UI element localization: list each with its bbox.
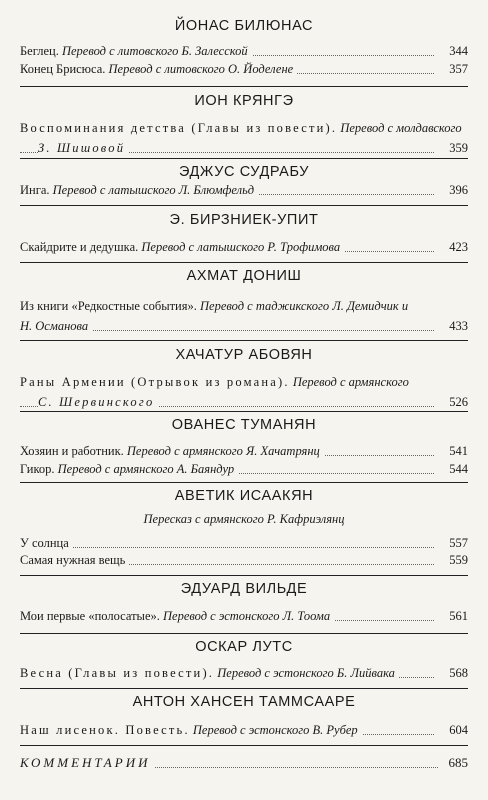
section-divider <box>20 411 468 412</box>
entry-title: Инга. <box>20 183 50 197</box>
toc-entry <box>20 182 468 198</box>
page-number: 561 <box>445 608 468 624</box>
entry-translation: Перевод с таджикского Л. Демидчик и <box>200 299 409 313</box>
section-divider <box>20 262 468 263</box>
author-heading: Э. БИРЗНИЕК-УПИТ <box>169 212 319 228</box>
toc-entry <box>20 239 468 255</box>
entry-translator-cont: Н. Османова <box>20 319 92 333</box>
entry-title: У солнца <box>20 536 69 550</box>
section-divider <box>20 688 468 689</box>
page-number: 544 <box>445 461 468 477</box>
entry-translation: Перевод с эстонского Л. Тоома <box>163 609 331 623</box>
toc-entry <box>20 120 468 156</box>
section-divider <box>20 633 468 634</box>
page-number: 433 <box>445 318 468 334</box>
page-number: 559 <box>445 552 468 568</box>
section-divider <box>20 205 468 206</box>
toc-entry <box>20 722 468 738</box>
entry-translation: Перевод с эстонского В. Рубер <box>192 723 358 737</box>
entry-title: Хозяин и работник. <box>20 444 124 458</box>
page-number: 396 <box>445 182 468 198</box>
entry-translator-cont: З. Шишовой <box>38 141 129 155</box>
entry-translation: Перевод с армянского <box>292 375 409 389</box>
entry-title: Конец Брисюса. <box>20 62 106 76</box>
section-divider <box>20 745 468 746</box>
toc-entry <box>20 535 468 551</box>
entry-translation: Перевод с эстонского Б. Лийвака <box>217 666 395 680</box>
section-divider <box>20 575 468 576</box>
toc-entry <box>20 443 468 459</box>
entry-title: Воспоминания детства (Главы из повести). <box>20 121 338 135</box>
page-number: 557 <box>445 535 468 551</box>
page-number: 423 <box>445 239 468 255</box>
commentary-label: КОММЕНТАРИИ <box>20 755 154 770</box>
toc-entry <box>20 61 468 77</box>
entry-translation: Перевод с латышского Л. Блюмфельд <box>52 183 255 197</box>
page-number: 526 <box>445 394 468 410</box>
entry-title: Беглец. <box>20 44 59 58</box>
page-number: 568 <box>445 665 468 681</box>
author-heading: ЙОНАС БИЛЮНАС <box>174 18 314 34</box>
page-number: 541 <box>445 443 468 459</box>
author-heading: ОСКАР ЛУТС <box>195 639 293 655</box>
entry-translation: Перевод с молдавского <box>340 121 462 135</box>
page-number: 357 <box>445 61 468 77</box>
toc-entry <box>20 43 468 59</box>
section-divider <box>20 482 468 483</box>
entry-title: Мои первые «полосатые». <box>20 609 160 623</box>
author-heading: АНТОН ХАНСЕН ТАММСААРЕ <box>132 694 356 710</box>
entry-translation: Перевод с литовского О. Йоделене <box>108 62 294 76</box>
entry-title: Весна (Главы из повести). <box>20 666 215 680</box>
toc-entry <box>20 374 468 410</box>
entry-title: Из книги «Редкостные события». <box>20 299 197 313</box>
toc-entry <box>20 298 468 334</box>
entry-translation: Перевод с латышского Р. Трофимова <box>141 240 341 254</box>
entry-title: Наш лисенок. Повесть. <box>20 723 190 737</box>
author-heading: АХМАТ ДОНИШ <box>186 268 302 284</box>
section-subtitle: Пересказ с армянского Р. Кафриэлянц <box>143 512 345 526</box>
author-heading: ЭДЖУС СУДРАБУ <box>178 164 310 180</box>
page-number: 685 <box>445 755 469 771</box>
entry-title: Гикор. <box>20 462 55 476</box>
entry-title: Самая нужная вещь <box>20 553 126 567</box>
toc-entry <box>20 608 468 624</box>
toc-entry <box>20 665 468 681</box>
toc-entry <box>20 552 468 568</box>
toc-entry <box>20 461 468 477</box>
author-heading: ХАЧАТУР АБОВЯН <box>175 347 313 363</box>
page-number: 604 <box>445 722 468 738</box>
entry-translator-cont: С. Шервинского <box>38 395 158 409</box>
page-number: 359 <box>445 140 468 156</box>
entry-title: Скайдрите и дедушка. <box>20 240 139 254</box>
toc-entry-commentary <box>20 755 468 771</box>
page-number: 344 <box>445 43 468 59</box>
entry-translation: Перевод с литовского Б. Залесской <box>61 44 248 58</box>
section-divider <box>20 86 468 87</box>
section-divider <box>20 340 468 341</box>
entry-title: Раны Армении (Отрывок из романа). <box>20 375 290 389</box>
author-heading: ИОН КРЯНГЭ <box>194 93 294 109</box>
entry-translation: Перевод с армянского Я. Хачатрянц <box>126 444 320 458</box>
entry-translation: Перевод с армянского А. Баяндур <box>57 462 235 476</box>
author-heading: ОВАНЕС ТУМАНЯН <box>171 417 317 433</box>
author-heading: ЭДУАРД ВИЛЬДЕ <box>180 581 308 597</box>
author-heading: АВЕТИК ИСААКЯН <box>174 488 314 504</box>
section-divider <box>20 158 468 159</box>
